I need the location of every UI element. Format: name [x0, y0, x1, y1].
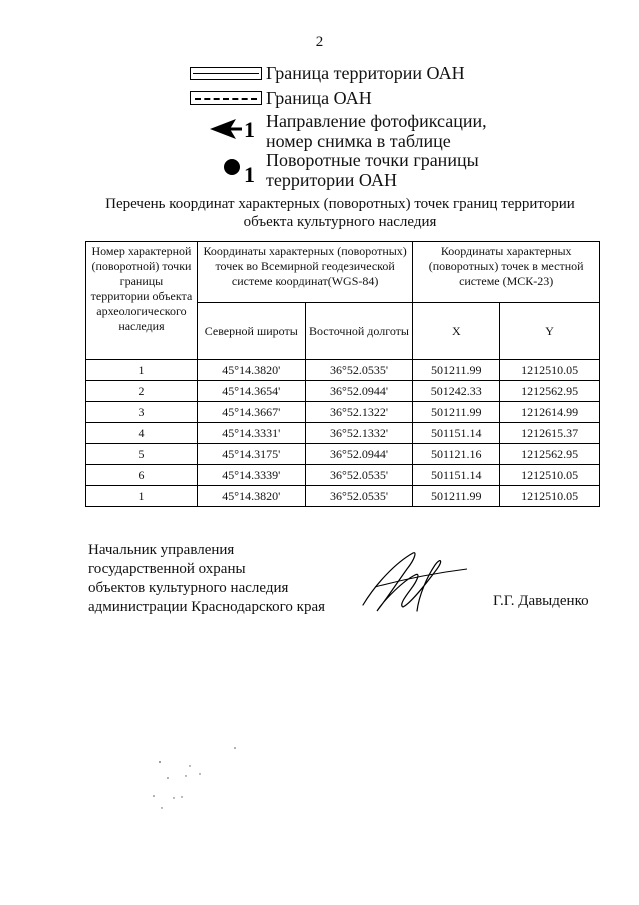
- cell-latitude: 45°14.3820': [197, 360, 305, 381]
- cell-point-number: 6: [86, 465, 198, 486]
- table-body: [86, 360, 600, 507]
- cell-point-number: 3: [86, 402, 198, 423]
- position-line2: государственной охраны: [88, 561, 246, 577]
- caption-line2: объекта культурного наследия: [243, 214, 437, 230]
- cell-longitude: 36°52.0535': [305, 465, 413, 486]
- table-row: [86, 486, 600, 507]
- position-line4: администрации Краснодарского края: [88, 599, 326, 615]
- cell-x: 501211.99: [413, 402, 500, 423]
- cell-point-number: 4: [86, 423, 198, 444]
- cell-point-number: 1: [86, 360, 198, 381]
- table-row: [86, 465, 600, 486]
- coordinates-table: [85, 241, 600, 507]
- header-msk23: Координаты характерных (поворотных) точек в местной системе (МСК-23): [413, 242, 600, 303]
- cell-y: 1212614.99: [500, 402, 600, 423]
- cell-longitude: 36°52.0944': [305, 444, 413, 465]
- header-point-number: Номер характерной (поворотной) точки границы территории объекта археологического наследия: [86, 242, 198, 360]
- table-caption: [80, 195, 600, 231]
- scan-specks: [140, 742, 250, 817]
- cell-y: 1212510.05: [500, 486, 600, 507]
- legend-label-line2: территории ОАН: [266, 170, 397, 190]
- cell-point-number: 1: [86, 486, 198, 507]
- cell-latitude: 45°14.3331': [197, 423, 305, 444]
- legend-label-line2: номер снимка в таблице: [266, 131, 451, 151]
- cell-longitude: 36°52.0535': [305, 486, 413, 507]
- cell-x: 501211.99: [413, 360, 500, 381]
- caption-line1: Перечень координат характерных (поворотных) точек границ территории: [105, 196, 575, 212]
- cell-y: 1212562.95: [500, 444, 600, 465]
- arrow-marker: 1: [244, 117, 255, 142]
- cell-point-number: 5: [86, 444, 198, 465]
- table-row: [86, 381, 600, 402]
- cell-longitude: 36°52.1332': [305, 423, 413, 444]
- table-row: [86, 444, 600, 465]
- table-header-row: [86, 242, 600, 303]
- cell-latitude: 45°14.3339': [197, 465, 305, 486]
- cell-y: 1212615.37: [500, 423, 600, 444]
- page-number: 2: [315, 34, 324, 50]
- dot-icon: [190, 150, 262, 190]
- cell-latitude: 45°14.3667': [197, 402, 305, 423]
- signature-block: [88, 541, 325, 617]
- legend-label-line1: Поворотные точки границы: [266, 150, 479, 170]
- cell-latitude: 45°14.3654': [197, 381, 305, 402]
- table-row: [86, 423, 600, 444]
- cell-latitude: 45°14.3820': [197, 486, 305, 507]
- header-x: X: [413, 303, 500, 360]
- position-line1: Начальник управления: [88, 542, 235, 558]
- header-wgs84: Координаты характерных (поворотных) точек во Всемирной геодезической системе координат(WGS-84): [197, 242, 412, 303]
- handwritten-signature: [355, 545, 475, 630]
- legend-item-oan-boundary: [190, 88, 372, 108]
- cell-x: 501121.16: [413, 444, 500, 465]
- legend-item-turning-points: [190, 150, 479, 190]
- cell-longitude: 36°52.1322': [305, 402, 413, 423]
- header-longitude: Восточной долготы: [305, 303, 413, 360]
- dashed-line-icon: [190, 91, 262, 105]
- legend-label: Граница ОАН: [266, 88, 372, 108]
- position-line3: объектов культурного наследия: [88, 580, 289, 596]
- legend-item-territory-boundary: [190, 63, 465, 83]
- table-row: [86, 402, 600, 423]
- legend-label-line1: Направление фотофиксации,: [266, 111, 487, 131]
- arrow-icon: [190, 111, 262, 151]
- cell-longitude: 36°52.0535': [305, 360, 413, 381]
- cell-y: 1212562.95: [500, 381, 600, 402]
- cell-x: 501211.99: [413, 486, 500, 507]
- table-row: [86, 360, 600, 381]
- legend-item-photo-direction: [190, 111, 487, 151]
- cell-y: 1212510.05: [500, 360, 600, 381]
- signer-name: Г.Г. Давыденко: [493, 593, 589, 609]
- legend-label: Граница территории ОАН: [266, 63, 465, 83]
- cell-x: 501151.14: [413, 465, 500, 486]
- cell-longitude: 36°52.0944': [305, 381, 413, 402]
- cell-y: 1212510.05: [500, 465, 600, 486]
- cell-latitude: 45°14.3175': [197, 444, 305, 465]
- cell-x: 501242.33: [413, 381, 500, 402]
- header-latitude: Северной широты: [197, 303, 305, 360]
- cell-x: 501151.14: [413, 423, 500, 444]
- cell-point-number: 2: [86, 381, 198, 402]
- double-line-icon: [190, 67, 262, 80]
- dot-marker: 1: [244, 162, 255, 187]
- header-y: Y: [500, 303, 600, 360]
